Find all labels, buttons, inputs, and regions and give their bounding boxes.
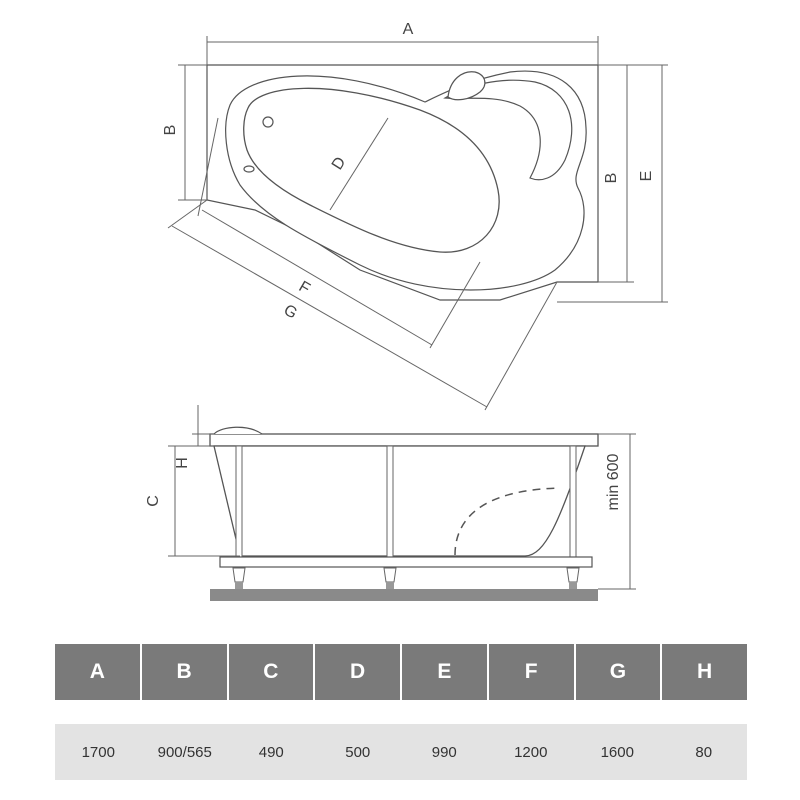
support-leg <box>387 446 393 568</box>
spec-value-cell: 1700 <box>81 743 115 761</box>
spec-value-cell: 990 <box>431 743 457 761</box>
frame-bar <box>220 557 592 567</box>
overflow-circle <box>263 117 273 127</box>
spec-value-cell: 1600 <box>600 743 634 761</box>
spec-header-cell: F <box>489 644 576 700</box>
label-E: E <box>638 170 655 182</box>
foot-pad <box>569 582 577 589</box>
spec-header-cell: D <box>315 644 402 700</box>
spec-header-cell: B <box>142 644 229 700</box>
spec-header-cell: C <box>229 644 316 700</box>
floor <box>210 589 598 601</box>
spec-value-cell: 490 <box>258 743 284 761</box>
top-view <box>162 21 668 410</box>
foot <box>384 568 396 582</box>
label-B-right: B <box>603 172 620 184</box>
spec-value-cell: 900/565 <box>157 743 212 761</box>
spec-header-cell: G <box>576 644 663 700</box>
spec-header-cell: E <box>402 644 489 700</box>
tub-rim-side <box>210 434 598 446</box>
tub-body-side <box>214 446 585 556</box>
spec-header-cell: A <box>55 644 142 700</box>
spec-value-cell: 1200 <box>514 743 548 761</box>
label-C: C <box>145 495 162 507</box>
spec-value-cell: 500 <box>345 743 371 761</box>
foot-pad <box>235 582 243 589</box>
label-D: D <box>328 154 350 174</box>
drain-slot <box>244 166 254 172</box>
label-min600: min 600 <box>605 453 622 511</box>
foot <box>567 568 579 582</box>
spec-header-row <box>55 644 747 700</box>
spec-table <box>55 644 747 780</box>
label-H: H <box>174 457 191 469</box>
support-leg <box>570 446 576 568</box>
label-F: F <box>295 278 313 298</box>
support-leg <box>236 446 242 568</box>
spec-value-cell: 80 <box>695 743 713 761</box>
label-B-left: B <box>162 124 179 136</box>
spec-value-row <box>55 724 747 780</box>
foot-pad <box>386 582 394 589</box>
side-view <box>145 405 636 601</box>
headrest-side <box>214 427 262 434</box>
spec-header-cell: H <box>697 660 713 683</box>
foot <box>233 568 245 582</box>
label-A: A <box>402 21 414 38</box>
label-G: G <box>280 301 300 323</box>
